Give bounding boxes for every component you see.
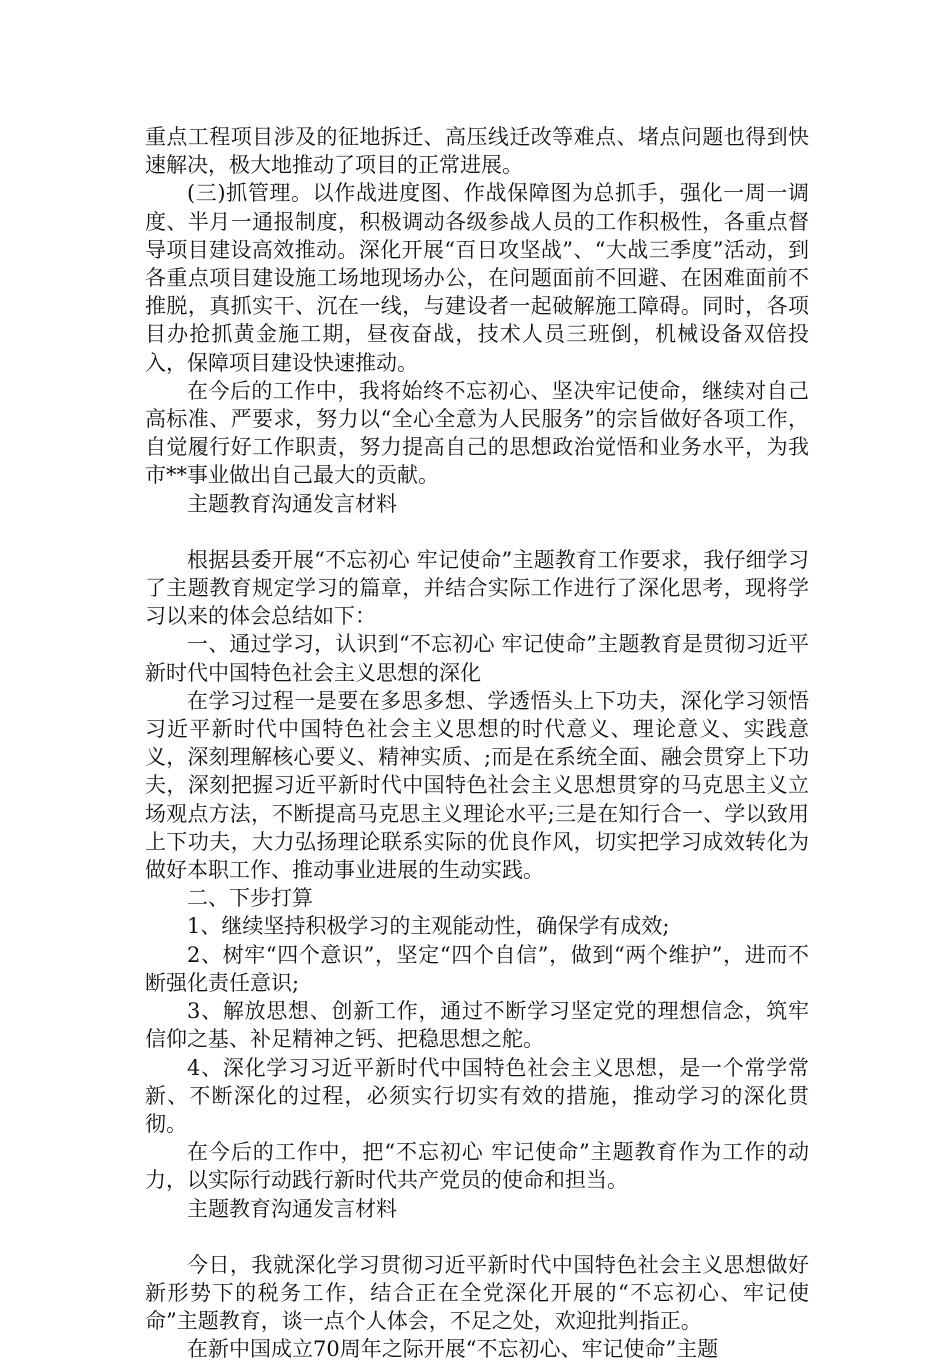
list-item-2: 2、树牢“四个意识”，坚定“四个自信”，做到“两个维护”，进而不断强化责任意识; [145, 942, 809, 995]
paragraph-continuation: 重点工程项目涉及的征地拆迁、高压线迁改等难点、堵点问题也得到快速解决，极大地推动了项目的正常进展。 [145, 125, 809, 178]
paragraph-anniversary: 在新中国成立70周年之际开展“不忘初心、牢记使命”主题 [187, 1337, 719, 1362]
list-item-1: 1、继续坚持积极学习的主观能动性，确保学有成效; [187, 914, 670, 939]
paragraph-intro: 根据县委开展“不忘初心 牢记使命”主题教育工作要求，我仔细学习了主题教育规定学习的篇章，并结合实际工作进行了深化思考，现将学习以来的体会总结如下： [145, 547, 809, 629]
section-title-2: 主题教育沟通发言材料 [187, 1196, 397, 1221]
paragraph-management: (三)抓管理。以作战进度图、作战保障图为总抓手，强化一周一调度、半月一通报制度，积极调动各级参战人员的工作积极性，各重点督导项目建设高效推动。深化开展“百日攻坚战”、“大战三季度”活动，到各重点项目建设施工场地现场办公，在问题面前不回避、在困难面前不推脱，真抓实干、沉在一线，与建设者一起破解施工障碍。同时，各项目办抢抓黄金施工期，昼夜奋战，技术人员三班倒，机械设备双倍投入，保障项目建设快速推动。 [145, 181, 809, 375]
list-item-4: 4、深化学习习近平新时代中国特色社会主义思想，是一个常学常新、不断深化的过程，必须实行切实有效的措施，推动学习的深化贯彻。 [145, 1055, 809, 1136]
blank-line-2 [145, 1223, 809, 1251]
paragraph-today: 今日，我就深化学习贯彻习近平新时代中国特色社会主义思想做好新形势下的税务工作，结合正在全党深化开展的“不忘初心、牢记使命”主题教育，谈一点个人体会，不足之处，欢迎批判指正。 [145, 1252, 809, 1334]
blank-line [145, 518, 809, 546]
section-title: 主题教育沟通发言材料 [187, 491, 397, 516]
list-item-3: 3、解放思想、创新工作，通过不断学习坚定党的理想信念，筑牢信仰之基、补足精神之钙、把稳思想之舵。 [145, 999, 809, 1052]
document-page [145, 123, 809, 1364]
paragraph-point-one: 一、通过学习，认识到“不忘初心 牢记使命”主题教育是贯彻习近平新时代中国特色社会主义思想的深化 [145, 632, 809, 685]
paragraph-next-steps: 二、下步打算 [187, 886, 313, 911]
paragraph-future-work: 在今后的工作中，我将始终不忘初心、坚决牢记使命，继续对自己高标准、严要求，努力以“全心全意为人民服务”的宗旨做好各项工作，自觉履行好工作职责，努力提高自己的思想政治觉悟和业务水平，为我市**事业做出自己最大的贡献。 [145, 378, 809, 488]
paragraph-conclusion: 在今后的工作中，把“不忘初心 牢记使命”主题教育作为工作的动力，以实际行动践行新时代共产党员的使命和担当。 [145, 1140, 809, 1193]
paragraph-learning-process: 在学习过程一是要在多思多想、学透悟头上下功夫，深化学习领悟习近平新时代中国特色社会主义思想的时代意义、理论意义、实践意义，深刻理解核心要义、精神实质、;而是在系统全面、融会贯穿上下功夫，深刻把握习近平新时代中国特色社会主义思想贯穿的马克思主义立场观点方法，不断提高马克思主义理论水平;三是在知行合一、学以致用上下功夫，大力弘扬理论联系实际的优良作风，切实把学习成效转化为做好本职工作、推动事业进展的生动实践。 [145, 688, 809, 883]
